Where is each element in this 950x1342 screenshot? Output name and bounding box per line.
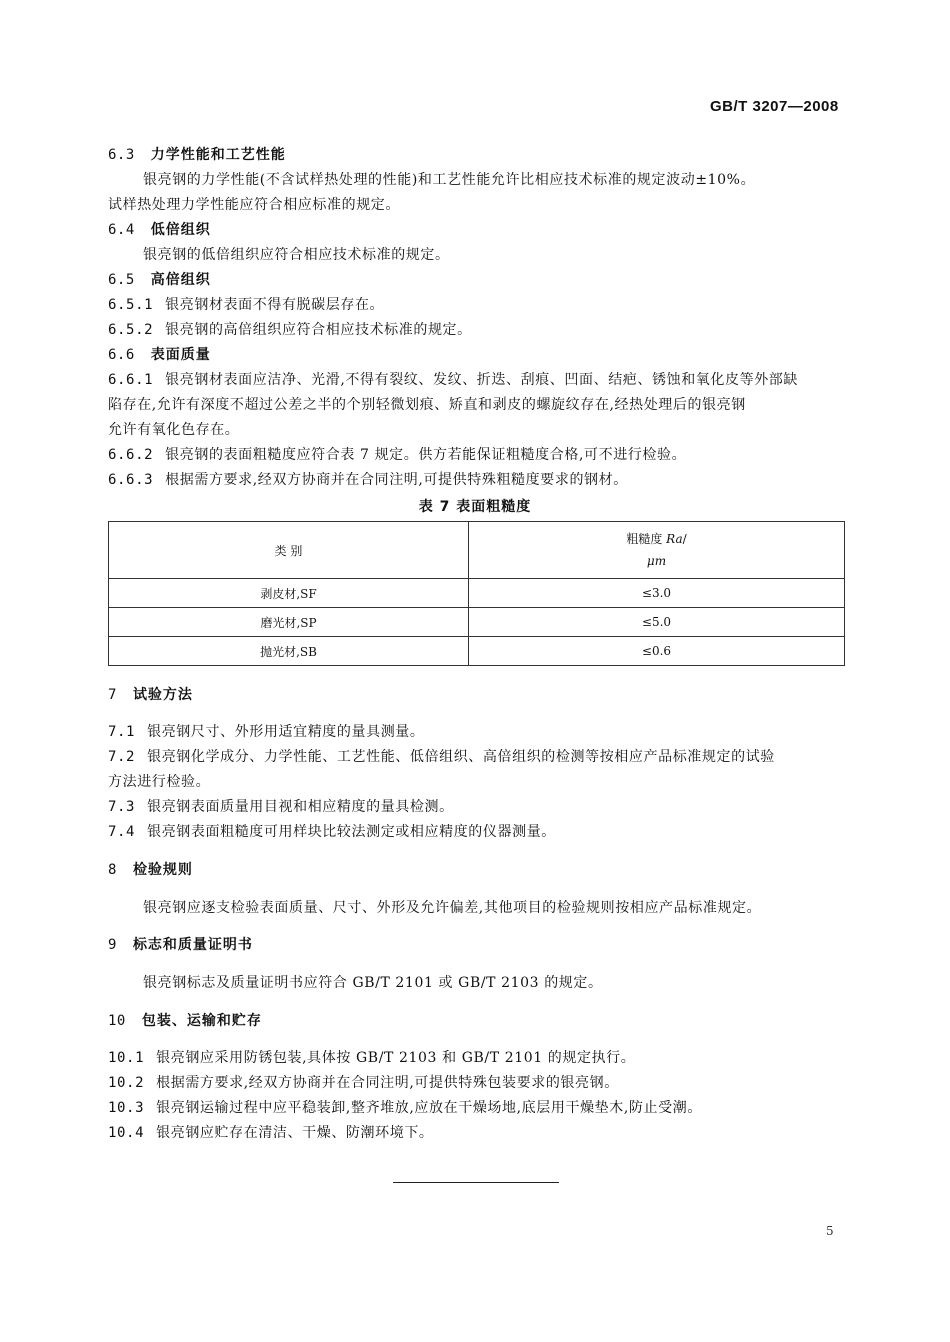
section-6-4-heading: [108, 220, 211, 240]
clause-number: 6.6.1: [108, 372, 154, 388]
paragraph-line: 试样热处理力学性能应符合相应标准的规定。: [108, 197, 400, 213]
standard-code: GB/T 3207—2008: [710, 98, 839, 115]
section-number: 10: [108, 1013, 126, 1029]
section-number: 8: [108, 862, 117, 878]
clause-7-2: [108, 747, 775, 767]
clause-number: 6.5.2: [108, 322, 154, 338]
table-cell-value: ≤0.6: [469, 637, 845, 666]
table-header-row: [109, 522, 845, 579]
clause-number: 7.2: [108, 749, 136, 765]
section-number: 6.3: [108, 147, 135, 163]
section-title: 检验规则: [132, 862, 193, 878]
paragraph-line: 陷存在,允许有深度不超过公差之半的个别轻微划痕、矫直和剥皮的螺旋纹存在,经热处理后的银亮钢: [108, 397, 746, 413]
clause-number: 7.4: [108, 824, 136, 840]
table-cell-value: ≤3.0: [469, 579, 845, 608]
clause-10-2: [108, 1073, 619, 1093]
section-6-6-heading: [108, 345, 211, 365]
clause-number: 10.4: [108, 1125, 145, 1141]
clause-text: 银亮钢材表面不得有脱碳层存在。: [165, 297, 385, 313]
section-6-5-heading: [108, 270, 211, 290]
paragraph-line: 方法进行检验。: [108, 774, 211, 790]
header-roughness-label: 粗糙度 Ra/: [626, 532, 687, 546]
section-8-heading: [108, 860, 193, 880]
clause-text: 银亮钢应贮存在清洁、干燥、防潮环境下。: [156, 1125, 434, 1141]
section-6-3-heading: [108, 145, 286, 165]
section-number: 6.6: [108, 347, 135, 363]
table-row: [109, 608, 845, 637]
table-cell-category: 磨光材,SP: [109, 608, 469, 637]
clause-number: 10.1: [108, 1050, 145, 1066]
header-roughness: [469, 522, 845, 579]
section-title: 标志和质量证明书: [132, 937, 253, 953]
clause-text: 银亮钢运输过程中应平稳装卸,整齐堆放,应放在干燥场地,底层用干燥垫木,防止受潮。: [156, 1100, 702, 1116]
clause-10-3: [108, 1098, 702, 1118]
clause-text: 银亮钢尺寸、外形用适宜精度的量具测量。: [147, 724, 425, 740]
table-cell-category: 抛光材,SB: [109, 637, 469, 666]
paragraph-line: 允许有氧化色存在。: [108, 422, 240, 438]
section-title: 表面质量: [150, 347, 211, 363]
clause-6-5-2: [108, 320, 472, 340]
clause-6-6-3: [108, 470, 628, 490]
section-title: 包装、运输和贮存: [141, 1013, 262, 1029]
clause-7-1: [108, 722, 425, 742]
header-category: 类 别: [109, 522, 469, 579]
clause-text: 银亮钢化学成分、力学性能、工艺性能、低倍组织、高倍组织的检测等按相应产品标准规定的试验: [147, 749, 775, 765]
section-7-heading: [108, 685, 193, 705]
clause-number: 6.5.1: [108, 297, 154, 313]
clause-6-6-1: [108, 370, 798, 390]
clause-text: 银亮钢材表面应洁净、光滑,不得有裂纹、发纹、折迭、刮痕、凹面、结疤、锈蚀和氧化皮等外部缺: [165, 372, 799, 388]
section-number: 9: [108, 937, 117, 953]
clause-number: 7.1: [108, 724, 136, 740]
clause-6-6-2: [108, 445, 686, 465]
clause-text: 银亮钢应采用防锈包装,具体按 GB/T 2103 和 GB/T 2101 的规定执行。: [156, 1050, 636, 1066]
section-title: 力学性能和工艺性能: [150, 147, 286, 163]
clause-7-4: [108, 822, 556, 842]
clause-text: 银亮钢表面粗糙度可用样块比较法测定或相应精度的仪器测量。: [147, 824, 556, 840]
clause-text: 根据需方要求,经双方协商并在合同注明,可提供特殊包装要求的银亮钢。: [156, 1075, 619, 1091]
clause-number: 10.2: [108, 1075, 145, 1091]
paragraph-line: 银亮钢的力学性能(不含试样热处理的性能)和工艺性能允许比相应技术标准的规定波动±10%。: [143, 172, 756, 188]
section-title: 低倍组织: [150, 222, 211, 238]
section-title: 高倍组织: [150, 272, 211, 288]
clause-text: 银亮钢的高倍组织应符合相应技术标准的规定。: [165, 322, 472, 338]
roughness-table: [108, 521, 845, 666]
paragraph-line: 银亮钢应逐支检验表面质量、尺寸、外形及允许偏差,其他项目的检验规则按相应产品标准规定。: [143, 900, 762, 916]
table-row: [109, 579, 845, 608]
paragraph-line: 银亮钢的低倍组织应符合相应技术标准的规定。: [143, 247, 450, 263]
clause-10-4: [108, 1123, 434, 1143]
clause-text: 银亮钢表面质量用目视和相应精度的量具检测。: [147, 799, 454, 815]
table-cell-value: ≤5.0: [469, 608, 845, 637]
clause-6-5-1: [108, 295, 384, 315]
table-caption: 表 7 表面粗糙度: [418, 499, 532, 515]
end-divider: [393, 1182, 559, 1183]
table-row: [109, 637, 845, 666]
clause-number: 6.6.2: [108, 447, 154, 463]
table-cell-category: 剥皮材,SF: [109, 579, 469, 608]
section-number: 6.4: [108, 222, 135, 238]
paragraph-line: 银亮钢标志及质量证明书应符合 GB/T 2101 或 GB/T 2103 的规定。: [143, 975, 603, 991]
section-10-heading: [108, 1011, 262, 1031]
clause-number: 7.3: [108, 799, 136, 815]
clause-text: 银亮钢的表面粗糙度应符合表 7 规定。供方若能保证粗糙度合格,可不进行检验。: [165, 447, 687, 463]
section-number: 6.5: [108, 272, 135, 288]
clause-number: 6.6.3: [108, 472, 154, 488]
page-number: 5: [826, 1224, 834, 1238]
clause-10-1: [108, 1048, 635, 1068]
clause-7-3: [108, 797, 454, 817]
section-9-heading: [108, 935, 253, 955]
clause-text: 根据需方要求,经双方协商并在合同注明,可提供特殊粗糙度要求的钢材。: [165, 472, 628, 488]
header-roughness-unit: μm: [646, 554, 667, 568]
section-title: 试验方法: [132, 687, 193, 703]
section-number: 7: [108, 687, 117, 703]
clause-number: 10.3: [108, 1100, 145, 1116]
